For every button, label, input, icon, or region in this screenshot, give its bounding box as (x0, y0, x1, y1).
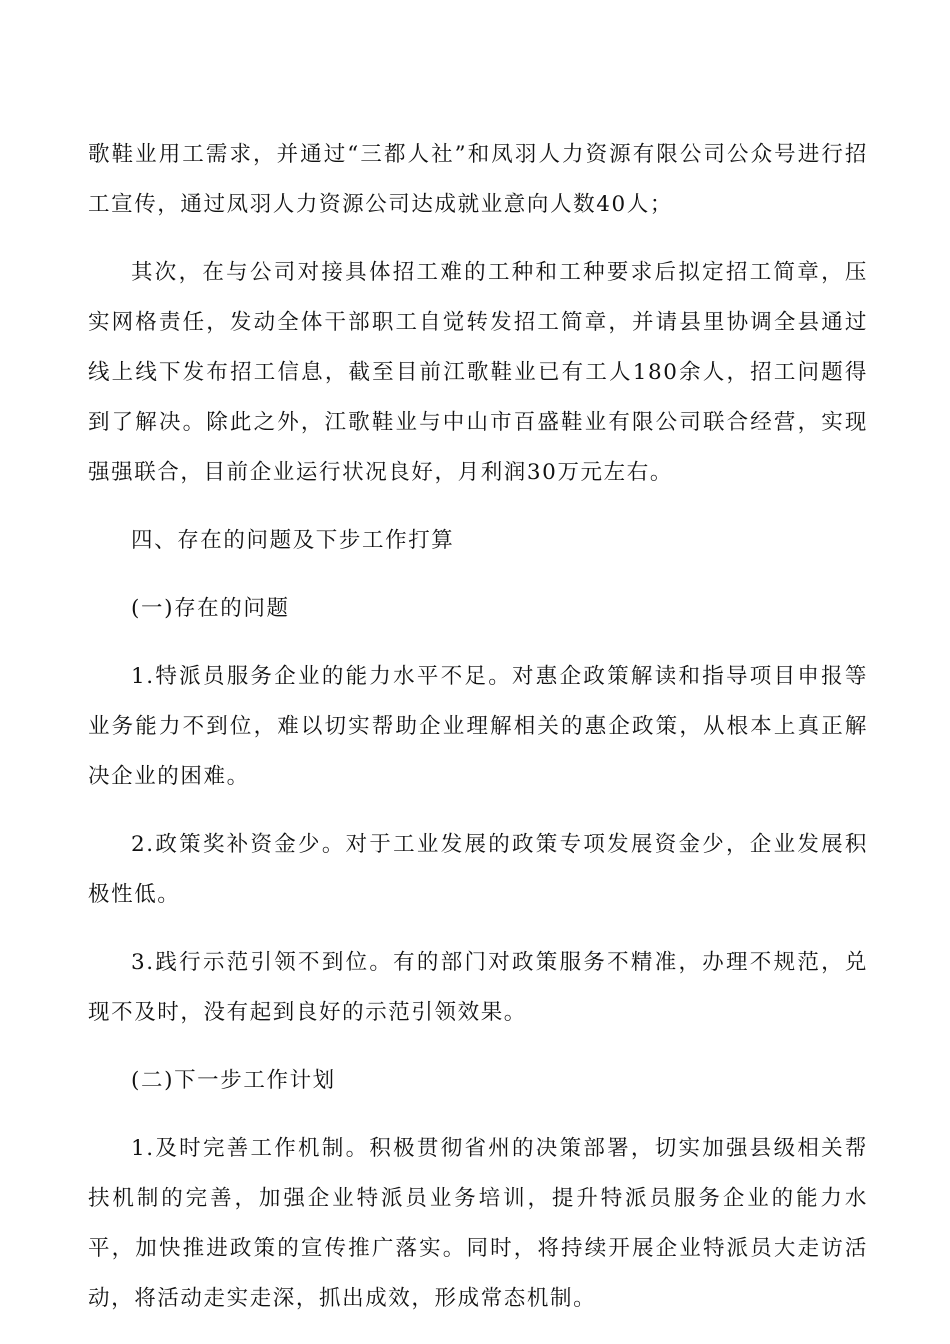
paragraph-problem-2: 2.政策奖补资金少。对于工业发展的政策专项发展资金少，企业发展积极性低。 (88, 832, 868, 907)
paragraph-continued-recruitment: 歌鞋业用工需求，并通过“三都人社”和凤羽人力资源有限公司公众号进行招工宣传，通过凤羽人力资源公司达成就业意向人数40人； (88, 142, 868, 217)
paragraph-plan-1: 1.及时完善工作机制。积极贯彻省州的决策部署，切实加强县级相关帮扶机制的完善，加强企业特派员业务培训，提升特派员服务企业的能力水平，加快推进政策的宣传推广落实。同时，将持续开展企业特派员大走访活动，将活动走实走深，抓出成效，形成常态机制。 (88, 1136, 868, 1311)
paragraph-problem-1: 1.特派员服务企业的能力水平不足。对惠企政策解读和指导项目申报等业务能力不到位，难以切实帮助企业理解相关的惠企政策，从根本上真正解决企业的困难。 (88, 664, 868, 789)
subheading-existing-problems: (一)存在的问题 (131, 596, 290, 621)
subheading-next-steps: (二)下一步工作计划 (131, 1068, 336, 1093)
section-heading-problems-and-plans: 四、存在的问题及下步工作打算 (131, 528, 455, 553)
paragraph-secondly: 其次，在与公司对接具体招工难的工种和工种要求后拟定招工简章，压实网格责任，发动全体干部职工自觉转发招工简章，并请县里协调全县通过线上线下发布招工信息，截至目前江歌鞋业已有工人180余人，招工问题得到了解决。除此之外，江歌鞋业与中山市百盛鞋业有限公司联合经营，实现强强联合，目前企业运行状况良好，月利润30万元左右。 (88, 260, 868, 485)
paragraph-problem-3: 3.践行示范引领不到位。有的部门对政策服务不精准，办理不规范，兑现不及时，没有起到良好的示范引领效果。 (88, 950, 868, 1025)
document-page (88, 130, 868, 1342)
